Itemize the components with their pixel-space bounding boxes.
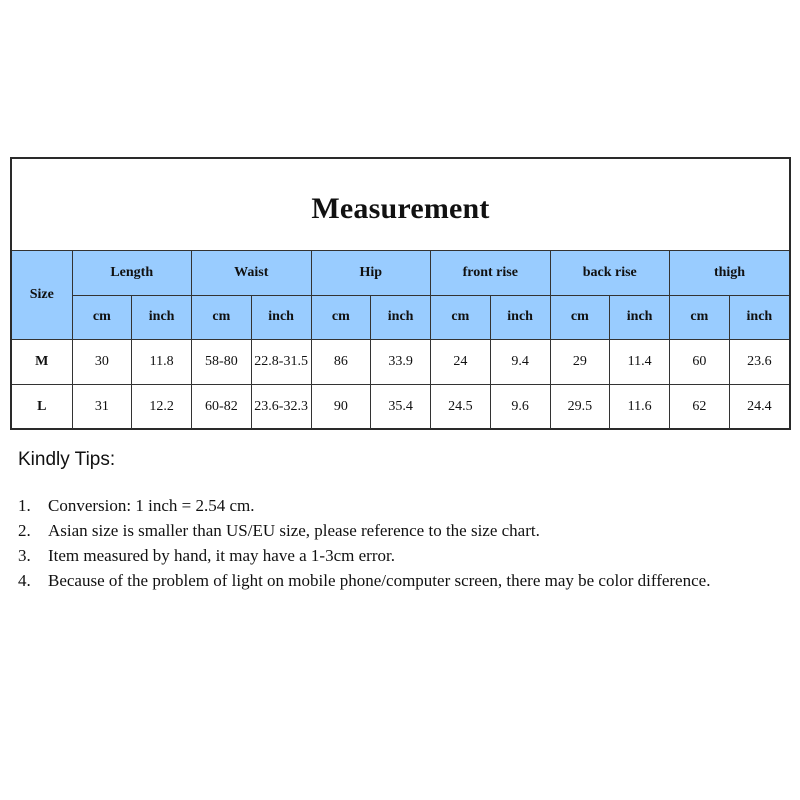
table-cell: 62 <box>670 384 730 429</box>
unit-header: cm <box>311 295 371 339</box>
chart-title-row <box>12 159 789 251</box>
group-header-row <box>12 251 789 295</box>
unit-header: cm <box>670 295 730 339</box>
size-header: Size <box>12 251 72 339</box>
group-header-back-rise: back rise <box>550 251 670 295</box>
table-cell: 35.4 <box>371 384 431 429</box>
unit-header: inch <box>610 295 670 339</box>
group-header-front-rise: front rise <box>431 251 551 295</box>
size-cell: M <box>12 339 72 384</box>
table-cell: 60 <box>670 339 730 384</box>
table-cell: 23.6 <box>729 339 789 384</box>
table-cell: 29.5 <box>550 384 610 429</box>
table-cell: 22.8-31.5 <box>251 339 311 384</box>
list-item <box>18 543 778 568</box>
table-cell: 60-82 <box>192 384 252 429</box>
unit-header: inch <box>729 295 789 339</box>
unit-header: inch <box>132 295 192 339</box>
table-cell: 58-80 <box>192 339 252 384</box>
unit-header-row <box>12 295 789 339</box>
table-cell: 30 <box>72 339 132 384</box>
table-cell: 31 <box>72 384 132 429</box>
tip-text: Because of the problem of light on mobile phone/computer screen, there may be color difference. <box>48 571 711 590</box>
size-cell: L <box>12 384 72 429</box>
list-item <box>18 568 778 593</box>
tip-text: Asian size is smaller than US/EU size, please reference to the size chart. <box>48 521 540 540</box>
group-header-length: Length <box>72 251 192 295</box>
unit-header: cm <box>72 295 132 339</box>
table-row-m <box>12 339 789 384</box>
table-cell: 9.4 <box>490 339 550 384</box>
table-cell: 33.9 <box>371 339 431 384</box>
tips-list <box>18 493 778 593</box>
unit-header: inch <box>251 295 311 339</box>
tip-text: Item measured by hand, it may have a 1-3cm error. <box>48 546 395 565</box>
table-row-l <box>12 384 789 429</box>
table-cell: 9.6 <box>490 384 550 429</box>
list-item <box>18 518 778 543</box>
unit-header: inch <box>371 295 431 339</box>
group-header-hip: Hip <box>311 251 431 295</box>
list-item <box>18 493 778 518</box>
table-cell: 11.4 <box>610 339 670 384</box>
group-header-waist: Waist <box>192 251 312 295</box>
tip-number: 2. <box>18 521 31 540</box>
table-cell: 11.6 <box>610 384 670 429</box>
table-cell: 11.8 <box>132 339 192 384</box>
table-cell: 12.2 <box>132 384 192 429</box>
table-cell: 86 <box>311 339 371 384</box>
unit-header: cm <box>550 295 610 339</box>
chart-title: Measurement <box>311 191 490 225</box>
tip-number: 3. <box>18 546 31 565</box>
unit-header: cm <box>192 295 252 339</box>
table-cell: 24.4 <box>729 384 789 429</box>
group-header-thigh: thigh <box>670 251 790 295</box>
table-cell: 90 <box>311 384 371 429</box>
unit-header: inch <box>490 295 550 339</box>
table-cell: 29 <box>550 339 610 384</box>
tips-title: Kindly Tips: <box>18 449 116 470</box>
table-cell: 24.5 <box>431 384 491 429</box>
kindly-tips <box>18 449 778 593</box>
size-table <box>12 251 789 429</box>
table-cell: 24 <box>431 339 491 384</box>
size-chart <box>10 157 791 430</box>
table-cell: 23.6-32.3 <box>251 384 311 429</box>
tip-number: 4. <box>18 571 31 590</box>
tip-number: 1. <box>18 496 31 515</box>
tip-text: Conversion: 1 inch = 2.54 cm. <box>48 496 255 515</box>
unit-header: cm <box>431 295 491 339</box>
